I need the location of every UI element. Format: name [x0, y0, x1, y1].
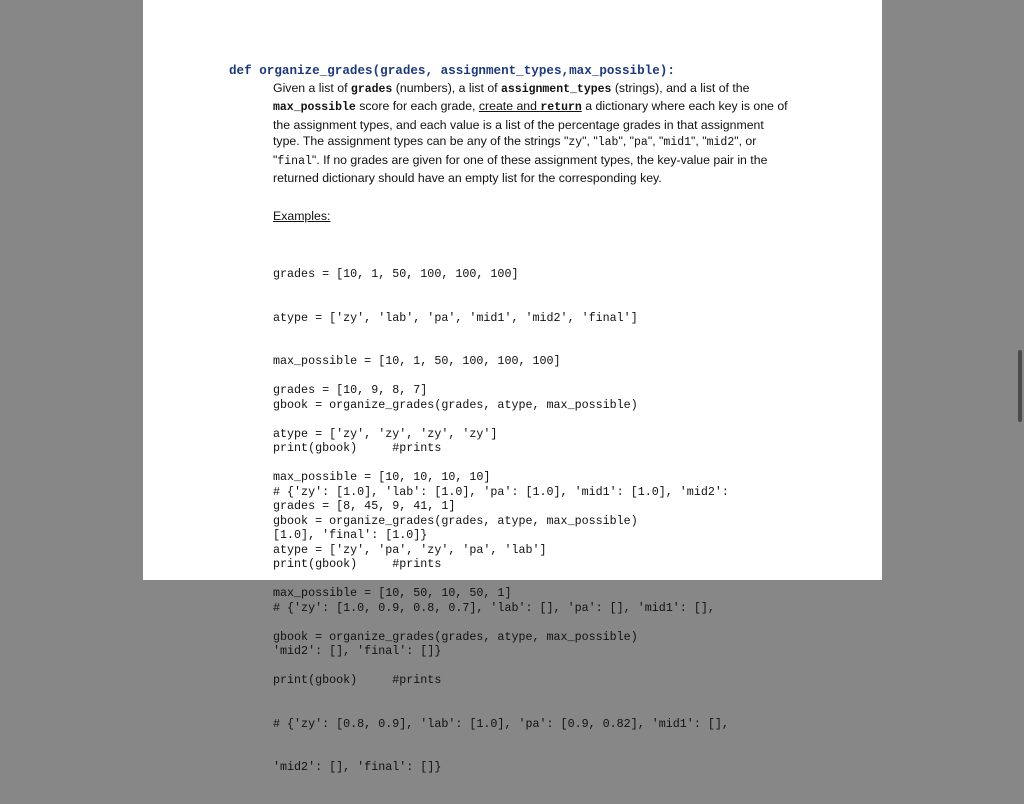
code-line: atype = ['zy', 'lab', 'pa', 'mid1', 'mid2', 'final'] [273, 310, 638, 325]
code-line: grades = [10, 9, 8, 7] [273, 383, 428, 397]
desc-sep: ", " [691, 134, 707, 149]
code-line: max_possible = [10, 1, 50, 100, 100, 100] [273, 354, 561, 368]
code-line: gbook = organize_grades(grades, atype, max_possible) [273, 513, 638, 528]
code-line: max_possible = [10, 50, 10, 50, 1] [273, 586, 512, 600]
examples-heading: Examples: [273, 209, 331, 223]
code-line: atype = ['zy', 'pa', 'zy', 'pa', 'lab'] [273, 542, 547, 557]
code-pa: pa [634, 136, 648, 150]
code-return: return [540, 101, 582, 115]
example-3-code [273, 470, 729, 804]
code-line: atype = ['zy', 'zy', 'zy', 'zy'] [273, 426, 498, 441]
desc-sep: ", or " [273, 134, 757, 167]
create-and-return-phrase [479, 99, 582, 113]
code-line: max_possible = [10, 10, 10, 10] [273, 470, 491, 484]
desc-text: (strings), and a list of the [611, 81, 750, 95]
desc-text: score for each grade, [355, 99, 479, 114]
code-line: grades = [8, 45, 9, 41, 1] [273, 499, 456, 513]
desc-sep: ", " [582, 134, 598, 149]
scrollbar-thumb[interactable] [1018, 350, 1022, 422]
code-assignment-types: assignment_types [501, 83, 612, 96]
code-line: gbook = organize_grades(grades, atype, max_possible) [273, 629, 638, 644]
code-line: print(gbook) #prints [273, 557, 442, 571]
desc-text: Given a list of [273, 81, 351, 95]
code-lab: lab [597, 136, 619, 150]
function-signature: def organize_grades(grades, assignment_types,max_possible): [229, 64, 675, 78]
code-mid1: mid1 [663, 136, 692, 150]
desc-text: (numbers), a list of [392, 81, 501, 95]
desc-sep: ", " [647, 134, 664, 149]
code-line: 'mid2': [], 'final': []} [273, 760, 442, 774]
code-line: # {'zy': [0.8, 0.9], 'lab': [1.0], 'pa': [0.9, 0.82], 'mid1': [], [273, 716, 729, 731]
code-mid2: mid2 [706, 136, 735, 150]
code-line: print(gbook) #prints [273, 673, 442, 687]
code-line: 'mid2': [], 'final': []} [273, 644, 442, 658]
desc-sep: ", " [618, 134, 635, 149]
code-line: # {'zy': [1.0, 0.9, 0.8, 0.7], 'lab': [], 'pa': [], 'mid1': [], [273, 600, 715, 615]
function-description [273, 80, 793, 186]
code-line: # {'zy': [1.0], 'lab': [1.0], 'pa': [1.0], 'mid1': [1.0], 'mid2': [273, 484, 729, 499]
desc-text: a dictionary where each key is one of the assignment types, and each value is a list of the percentage grades in that assignment type. The assignment types can be any of the strings " [273, 99, 788, 149]
desc-text: ". If no grades are given for one of these assignment types, the key-value pair in the returned dictionary should have an empty list for the corresponding key. [273, 152, 768, 186]
code-max-possible: max_possible [273, 101, 356, 115]
code-line: [1.0], 'final': [1.0]} [273, 528, 428, 542]
code-grades: grades [350, 83, 393, 96]
code-line: gbook = organize_grades(grades, atype, max_possible) [273, 397, 638, 412]
code-final: final [277, 154, 312, 168]
code-line: print(gbook) #prints [273, 441, 442, 455]
code-line: grades = [10, 1, 50, 100, 100, 100] [273, 267, 519, 281]
create-and-text: create and [478, 99, 541, 114]
code-zy: zy [568, 136, 583, 150]
document-page [143, 0, 882, 774]
